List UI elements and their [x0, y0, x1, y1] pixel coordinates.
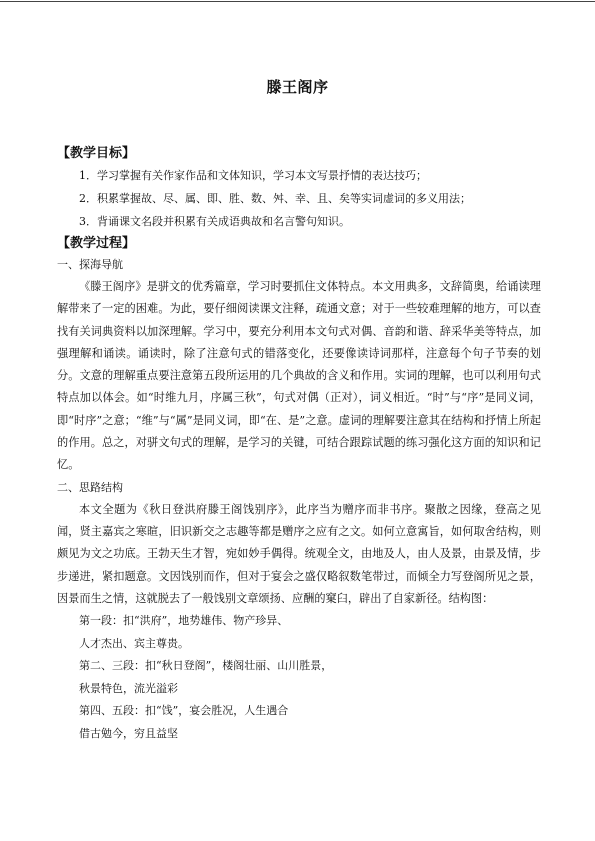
top-border-line: [0, 1, 595, 2]
part2-heading: 二、思路结构: [57, 480, 123, 494]
part2-paragraph: 本文全题为《秋日登洪府滕王阁饯别序》，此序当为赠序而非书序。聚散之因缘，登高之见闻，贤主嘉宾之寒暄，旧识新交之志趣等都是赠序之应有之文。如何立意寓旨，如何取舍结构，则颇见为文之功底。王勃天生才智，宛如妙手偶得。统观全文，由地及人，由人及景，由景及情，步步递进，紧扣题意。文因饯别而作，但对于宴会之盛仅略叙数笔带过，而倾全力写登阁所见之景，因景而生之情，这就脱去了一般饯别文章颂扬、应酬的窠臼，辟出了自家新径。结构图：: [57, 502, 541, 605]
objective-item-2: 2．积累掌握故、尽、属、即、胜、数、舛、幸、且、矣等实词虚词的多义用法；: [79, 192, 471, 205]
process-heading: 【教学过程】: [57, 236, 136, 251]
structure-line-6: 借古勉今，穷且益坚: [79, 726, 178, 740]
part1-heading: 一、探海导航: [57, 258, 123, 271]
objective-item-3: 3．背诵课文名段并积累有关成语典故和名言警句知识。: [79, 215, 350, 228]
document-body: [57, 143, 541, 745]
part1-paragraph: 《滕王阁序》是骈文的优秀篇章，学习时要抓住文体特点。本文用典多，文辞简奥，给诵读理解带来了一定的困难。为此，要仔细阅读课文注释，疏通文意；对于一些较难理解的地方，可以查找有关词典资料以加深理解。学习中，要充分利用本文句式对偶、音韵和谐、辞采华美等特点，加强理解和诵读。诵读时，除了注意句式的错落变化，还要像读诗词那样，注意每个句子节奏的划分。文意的理解重点要注意第五段所运用的几个典故的含义和作用。实词的理解，也可以利用句式特点加以体会。如“时维九月，序属三秋”，句式对偶（正对），词义相近。“时”与“序”是同义词，即“时序”之意；“维”与“属”是同义词，即“在、是”之意。虚词的理解要注意其在结构和抒情上所起的作用。总之，对骈文句式的理解，是学习的关键，可结合跟踪试题的练习强化这方面的知识和记忆。: [57, 280, 541, 472]
structure-line-4: 秋景特色，流光溢彩: [79, 681, 178, 695]
structure-line-1: 第一段：扣“洪府”，地势雄伟、物产珍异、: [79, 614, 289, 628]
objectives-list: [57, 164, 541, 233]
objectives-heading: 【教学目标】: [57, 146, 136, 161]
document-title: 滕王阁序: [266, 78, 329, 96]
objective-item-1: 1．学习掌握有关作家作品和文体知识，学习本文写景抒情的表达技巧；: [79, 169, 427, 182]
structure-line-3: 第二、三段：扣“秋日登阁”，楼阁壮丽、山川胜景，: [79, 659, 333, 673]
structure-line-5: 第四、五段：扣“饯”，宴会胜况，人生遇合: [79, 704, 289, 718]
structure-outline: [57, 610, 541, 745]
structure-line-2: 人才杰出、宾主尊贵。: [79, 636, 189, 650]
